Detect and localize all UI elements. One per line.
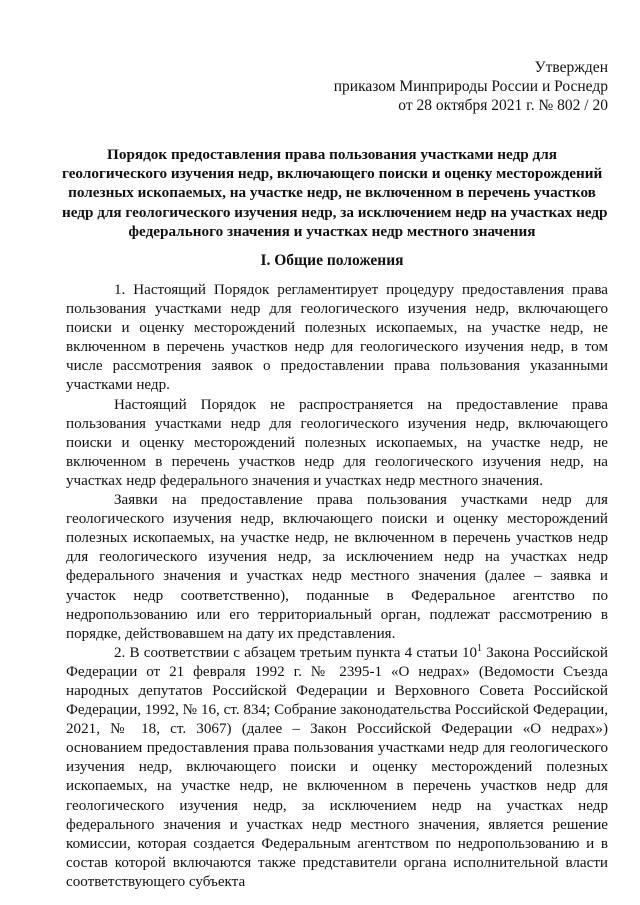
paragraph-3: Заявки на предоставление права пользования участками недр для геологического изучения недр, включающего поиски и оценку месторождений полезных ископаемых, на участке недр, не включенном в перечень участков недр для геологического изучения недр, за исключением недр на участках недр федерального значения и участках недр местного значения (далее – заявка и участок недр соответственно), поданные в Федеральное агентство по недропользованию или его территориальный орган, подлежат рассмотрению в порядке, действовавшем на дату их представления.: [66, 492, 608, 642]
approval-line-1: Утвержден: [534, 59, 608, 76]
approval-stamp: [334, 58, 608, 115]
approval-line-3: от 28 октября 2021 г. № 802 / 20: [398, 97, 608, 114]
title-line-3: полезных ископаемых, на участке недр, не включенном в перечень участков: [68, 184, 596, 202]
paragraph-4-start: 2. В соответствии с абзацем третьим пункта 4 статьи 10: [114, 644, 478, 661]
paragraph-4-rest: Закона Российской Федерации от 21 февраля 1992 г. № 2395-1 «О недрах» (Ведомости Съезда народных депутатов Российской Федерации и Верховного Совета Российской Федерации, 1992, № 16, ст. 834; Собрание законодательства Российской Федерации, 2021, № 18, ст. 3067) (далее – Закон Российской Федерации «О недрах») основанием предоставления права пользования участками недр для геологического изучения недр, включающего поиски и оценку месторождений полезных ископаемых, на участке недр, не включенном в перечень участков недр для геологического изучения недр, за исключением недр на участках недр федерального значения и участках недр местного значения, является решение комиссии, которая создается Федеральным агентством по недропользованию и в состав которой включаются также представители органа исполнительной власти соответствующего субъекта: [66, 644, 608, 890]
paragraph-2: Настоящий Порядок не распространяется на предоставление права пользования участками недр для геологического изучения недр, включающего поиски и оценку месторождений полезных ископаемых, на участке недр, не включенном в перечень участков недр для геологического изучения недр, на участках недр федерального значения и участках недр местного значения.: [66, 396, 608, 489]
title-line-4: недр для геологического изучения недр, за исключением недр на участках недр: [62, 203, 608, 221]
section-heading: I. Общие положения: [260, 252, 404, 269]
title-line-2: геологического изучения недр, включающего поиски и оценку месторождений: [62, 165, 603, 183]
approval-line-2: приказом Минприроды России и Роснедр: [333, 78, 608, 95]
title-line-1: Порядок предоставления права пользования участками недр для: [107, 146, 557, 163]
document-body: [66, 281, 608, 892]
paragraph-4: [66, 644, 608, 892]
paragraph-1: 1. Настоящий Порядок регламентирует процедуру предоставления права пользования участками недр для геологического изучения недр, включающего поиски и оценку месторождений полезных ископаемых, на участке недр, не включенном в перечень участков недр для геологического изучения недр, в том числе рассмотрения заявок о предоставлении права пользования указанными участками недр.: [66, 282, 608, 394]
document-title: [62, 145, 608, 241]
title-line-5: федерального значения и участках недр местного значения: [128, 222, 536, 240]
article-superscript: 1: [477, 642, 483, 654]
